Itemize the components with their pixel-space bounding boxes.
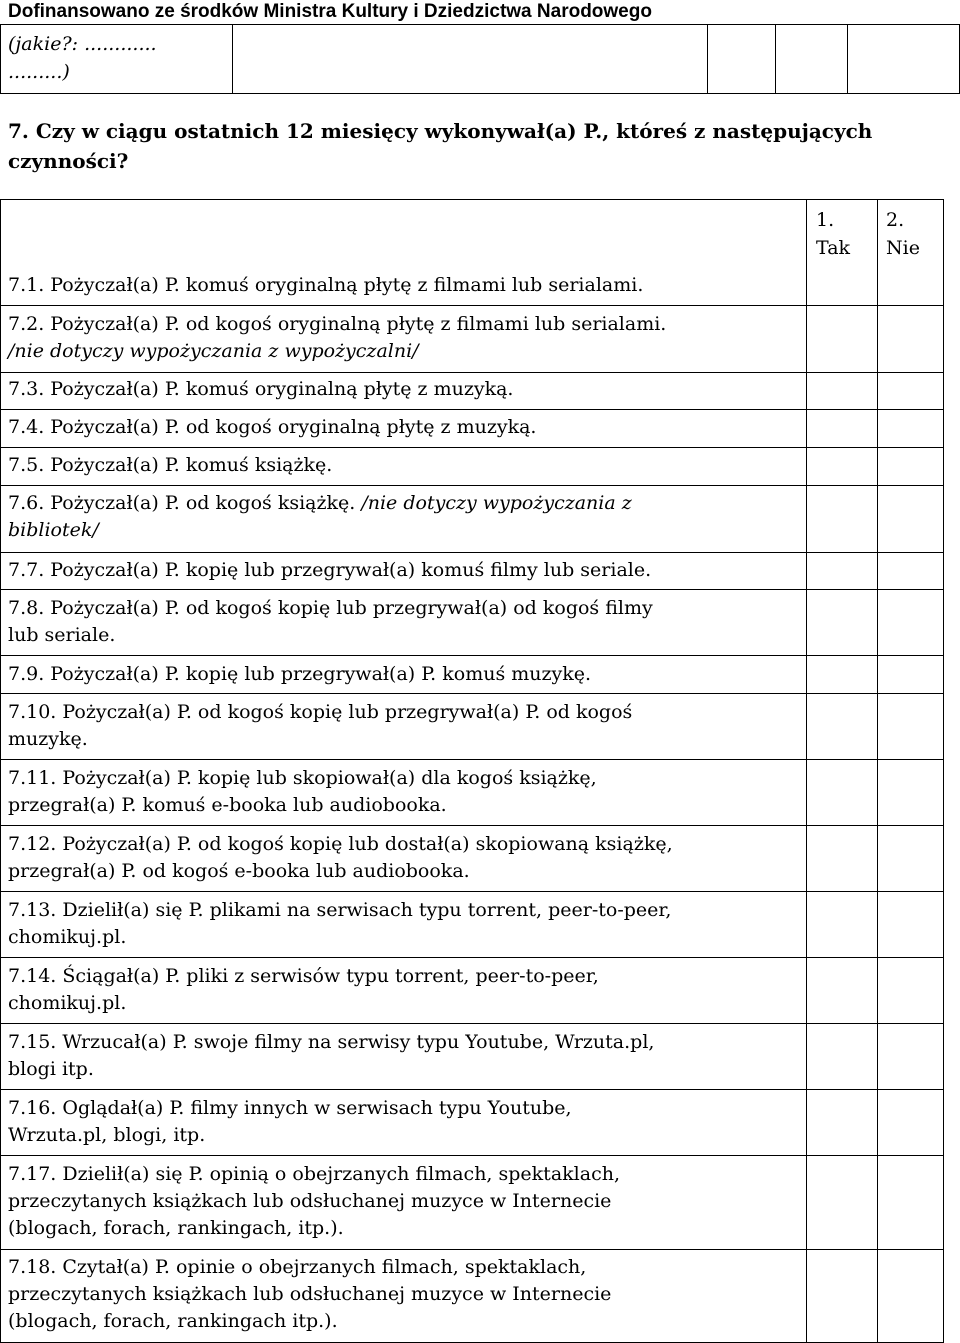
column-header-no: 2. Nie	[886, 209, 920, 259]
table-border	[0, 24, 1, 94]
row-divider	[0, 409, 944, 410]
table-border	[775, 24, 776, 94]
row-divider	[0, 759, 944, 760]
list-item: 7.1. Pożyczał(a) P. komuś oryginalną płytę z filmami lub serialami.	[8, 274, 644, 296]
list-item: 7.9. Pożyczał(a) P. kopię lub przegrywał(a) P. komuś muzykę.	[8, 663, 592, 685]
row-divider	[0, 372, 944, 373]
row-divider	[0, 1155, 944, 1156]
table-border	[943, 199, 944, 1343]
question-title: 7. Czy w ciągu ostatnich 12 miesięcy wykonywał(a) P., któreś z następujących czynności?	[8, 119, 873, 173]
row-divider	[0, 693, 944, 694]
row-divider	[0, 957, 944, 958]
list-item: 7.14. Ściągał(a) P. pliki z serwisów typu torrent, peer-to-peer, chomikuj.pl.	[8, 965, 599, 1014]
table-border	[847, 24, 848, 94]
list-item: 7.8. Pożyczał(a) P. od kogoś kopię lub przegrywał(a) od kogoś filmy lub seriale.	[8, 597, 653, 646]
list-item: 7.15. Wrzucał(a) P. swoje filmy na serwisy typu Youtube, Wrzuta.pl, blogi itp.	[8, 1031, 655, 1080]
row-divider	[0, 825, 944, 826]
list-item: 7.17. Dzielił(a) się P. opinią o obejrzanych filmach, spektaklach, przeczytanych książkach lub odsłuchanej muzyce w Internecie (blogach, forach, rankingach, itp.).	[8, 1163, 620, 1239]
list-item: 7.13. Dzielił(a) się P. plikami na serwisach typu torrent, peer-to-peer, chomikuj.pl.	[8, 899, 672, 948]
row-divider	[0, 655, 944, 656]
table-border	[0, 199, 944, 200]
table-border	[0, 24, 960, 25]
list-item: 7.3. Pożyczał(a) P. komuś oryginalną płytę z muzyką.	[8, 378, 514, 400]
list-item: 7.10. Pożyczał(a) P. od kogoś kopię lub przegrywał(a) P. od kogoś muzykę.	[8, 701, 633, 750]
table-border	[232, 24, 233, 94]
list-item: 7.18. Czytał(a) P. opinie o obejrzanych filmach, spektaklach, przeczytanych książkach lub odsłuchanej muzyce w Internecie (blogach, forach, rankingach itp.).	[8, 1256, 612, 1332]
list-item: 7.16. Oglądał(a) P. filmy innych w serwisach typu Youtube, Wrzuta.pl, blogi, itp.	[8, 1097, 572, 1146]
list-item: 7.5. Pożyczał(a) P. komuś książkę.	[8, 454, 333, 476]
row-divider	[0, 1089, 944, 1090]
table-border	[877, 199, 878, 1343]
list-item: 7.4. Pożyczał(a) P. od kogoś oryginalną płytę z muzyką.	[8, 416, 537, 438]
row-divider	[0, 1249, 944, 1250]
row-divider	[0, 589, 944, 590]
row-divider	[0, 447, 944, 448]
row-divider	[0, 485, 944, 486]
row-divider	[0, 305, 944, 306]
table-border	[806, 199, 807, 1343]
table-border	[0, 93, 960, 94]
row-divider	[0, 1023, 944, 1024]
row-divider	[0, 552, 944, 553]
other-specify-text: (jakie?: ............ .........)	[8, 33, 157, 83]
list-item: 7.12. Pożyczał(a) P. od kogoś kopię lub dostał(a) skopiowaną książkę, przegrał(a) P. od kogoś e-booka lub audiobooka.	[8, 833, 673, 882]
row-divider	[0, 891, 944, 892]
column-header-yes: 1. Tak	[816, 209, 851, 259]
table-border	[707, 24, 708, 94]
list-item: 7.7. Pożyczał(a) P. kopię lub przegrywał(a) komuś filmy lub seriale.	[8, 559, 652, 581]
table-border	[0, 199, 1, 1343]
funding-header: Dofinansowano ze środków Ministra Kultury i Dziedzictwa Narodowego	[8, 1, 652, 22]
list-item: 7.6. Pożyczał(a) P. od kogoś książkę. /nie dotyczy wypożyczania z bibliotek/	[8, 492, 632, 541]
list-item: 7.11. Pożyczał(a) P. kopię lub skopiował(a) dla kogoś książkę, przegrał(a) P. komuś e-booka lub audiobooka.	[8, 767, 597, 816]
list-item: 7.2. Pożyczał(a) P. od kogoś oryginalną płytę z filmami lub serialami. /nie dotyczy wypożyczania z wypożyczalni/	[8, 313, 667, 362]
